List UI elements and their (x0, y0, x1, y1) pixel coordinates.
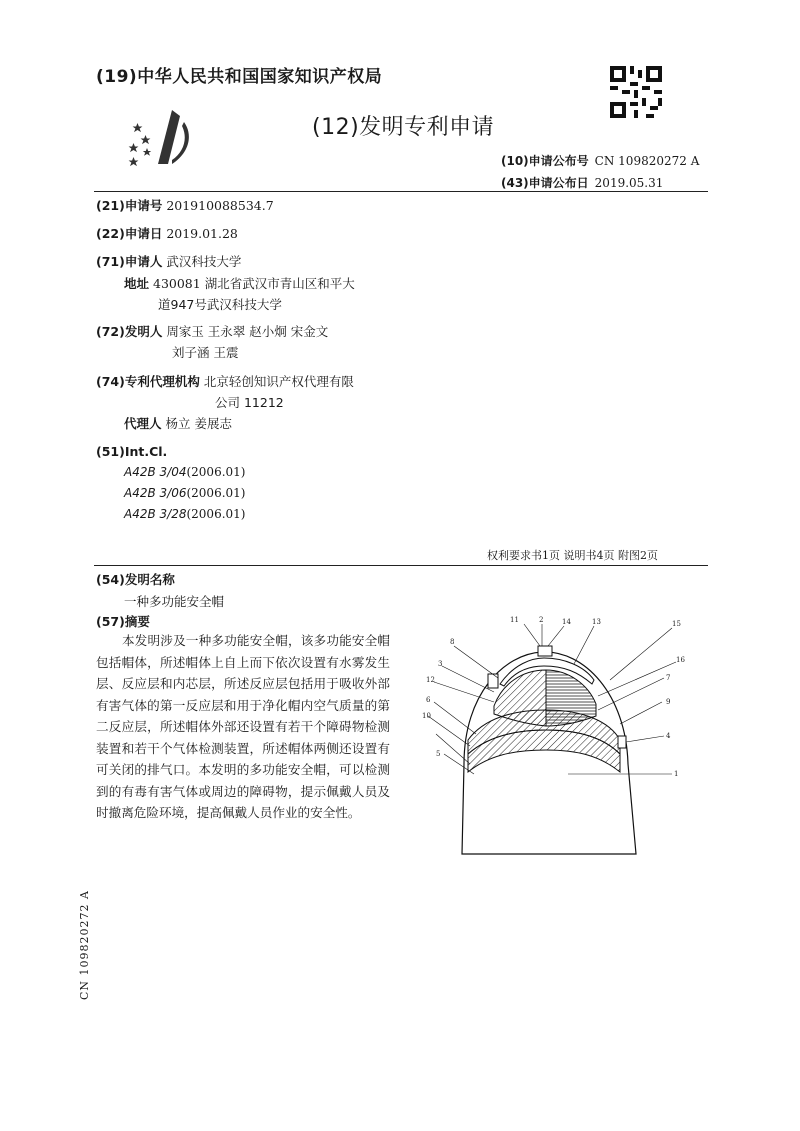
ipc-code: A42B 3/28 (124, 507, 187, 521)
applicant: 武汉科技大学 (166, 254, 242, 269)
ipc-entry (124, 507, 245, 521)
figure-label: 10 (422, 712, 431, 720)
publication-number-label: (10)申请公布号 (501, 154, 589, 168)
ipc-code: A42B 3/04 (124, 465, 187, 479)
agency-label: (74)专利代理机构 (96, 374, 200, 389)
publication-date-row (501, 174, 663, 191)
ipc-code: A42B 3/06 (124, 486, 187, 500)
agency-line1: 北京轻创知识产权代理有限 (203, 374, 354, 389)
figure-label: 14 (562, 618, 571, 626)
section-divider (94, 565, 708, 566)
figure-label: 2 (539, 616, 544, 624)
agents: 杨立 姜展志 (165, 416, 232, 431)
figure-label: 6 (426, 696, 431, 704)
address-label: 地址 (124, 276, 150, 291)
abstract-label: (57)摘要 (96, 614, 150, 629)
address-line2: 道947号武汉科技大学 (158, 297, 282, 312)
figure-label: 9 (666, 698, 671, 706)
ipc-label: (51)Int.Cl. (96, 444, 168, 459)
inventors-label: (72)发明人 (96, 324, 163, 339)
inventors-row (96, 322, 328, 342)
agency-row (96, 372, 354, 392)
publication-number: CN 109820272 A (594, 154, 700, 168)
ipc-edition: (2006.01) (186, 486, 246, 500)
figure-label: 7 (666, 674, 671, 682)
representative-figure (414, 614, 692, 862)
agent-label: 代理人 (124, 416, 162, 431)
ipc-edition: (2006.01) (186, 507, 246, 521)
application-number-row (96, 196, 274, 216)
office-name: (19)中华人民共和国国家知识产权局 (96, 67, 383, 87)
address-row (124, 274, 355, 294)
invention-title-label: (54)发明名称 (96, 572, 175, 587)
top-sensor (538, 646, 552, 656)
publication-number-row (501, 152, 699, 169)
application-number-label: (21)申请号 (96, 198, 163, 213)
filing-date-label: (22)申请日 (96, 226, 163, 241)
figure-label: 15 (672, 620, 681, 628)
figure-label: 13 (592, 618, 601, 626)
figure-label: 4 (666, 732, 671, 740)
header-divider (94, 191, 708, 192)
inventors-line1: 周家玉 王永翠 赵小炯 宋金文 (166, 324, 329, 339)
filing-date-row (96, 224, 238, 244)
side-sensor-left (488, 674, 498, 688)
figure-label: 8 (450, 638, 455, 646)
application-number: 201910088534.7 (166, 198, 274, 213)
agent-row (124, 414, 232, 434)
invention-title: 一种多功能安全帽 (124, 594, 225, 609)
ipc-edition: (2006.01) (186, 465, 246, 479)
qr-code[interactable] (610, 66, 662, 118)
address-line1: 430081 湖北省武汉市青山区和平大 (153, 276, 355, 291)
applicant-row (96, 252, 241, 272)
inventors-line2: 刘子涵 王震 (172, 345, 239, 360)
side-sensor-right (618, 736, 626, 748)
publication-date-label: (43)申请公布日 (501, 176, 589, 190)
publication-date: 2019.05.31 (594, 176, 664, 190)
side-publication-code: CN 109820272 A (78, 890, 91, 1000)
ipc-entry (124, 486, 245, 500)
applicant-label: (71)申请人 (96, 254, 163, 269)
figure-label: 1 (674, 770, 679, 778)
abstract-text: 本发明涉及一种多功能安全帽，该多功能安全帽包括帽体，所述帽体上自上而下依次设置有水雾发生层、反应层和内芯层，所述反应层包括用于吸收外部有害气体的第一反应层和用于净化帽内空气质量的第二反应层，所述帽体外部还设置有若干个障碍物检测装置和若干个气体检测装置，所述帽体两侧还设置有可关闭的排气口。本发明的多功能安全帽，可以检测到的有毒有害气体或周边的障碍物，提示佩戴人员及时撤离危险环境，提高佩戴人员作业的安全性。 (96, 633, 390, 820)
figure-label: 3 (438, 660, 443, 668)
document-type: (12)发明专利申请 (312, 115, 495, 140)
figure-label: 5 (436, 750, 441, 758)
figure-label: 12 (426, 676, 435, 684)
cnipa-logo (128, 106, 198, 168)
filing-date: 2019.01.28 (166, 226, 238, 241)
pages-summary: 权利要求书1页 说明书4页 附图2页 (487, 549, 658, 562)
figure-label: 11 (510, 616, 519, 624)
ipc-entry (124, 465, 245, 479)
figure-label: 16 (676, 656, 685, 664)
agency-line2: 公司 11212 (215, 395, 284, 410)
